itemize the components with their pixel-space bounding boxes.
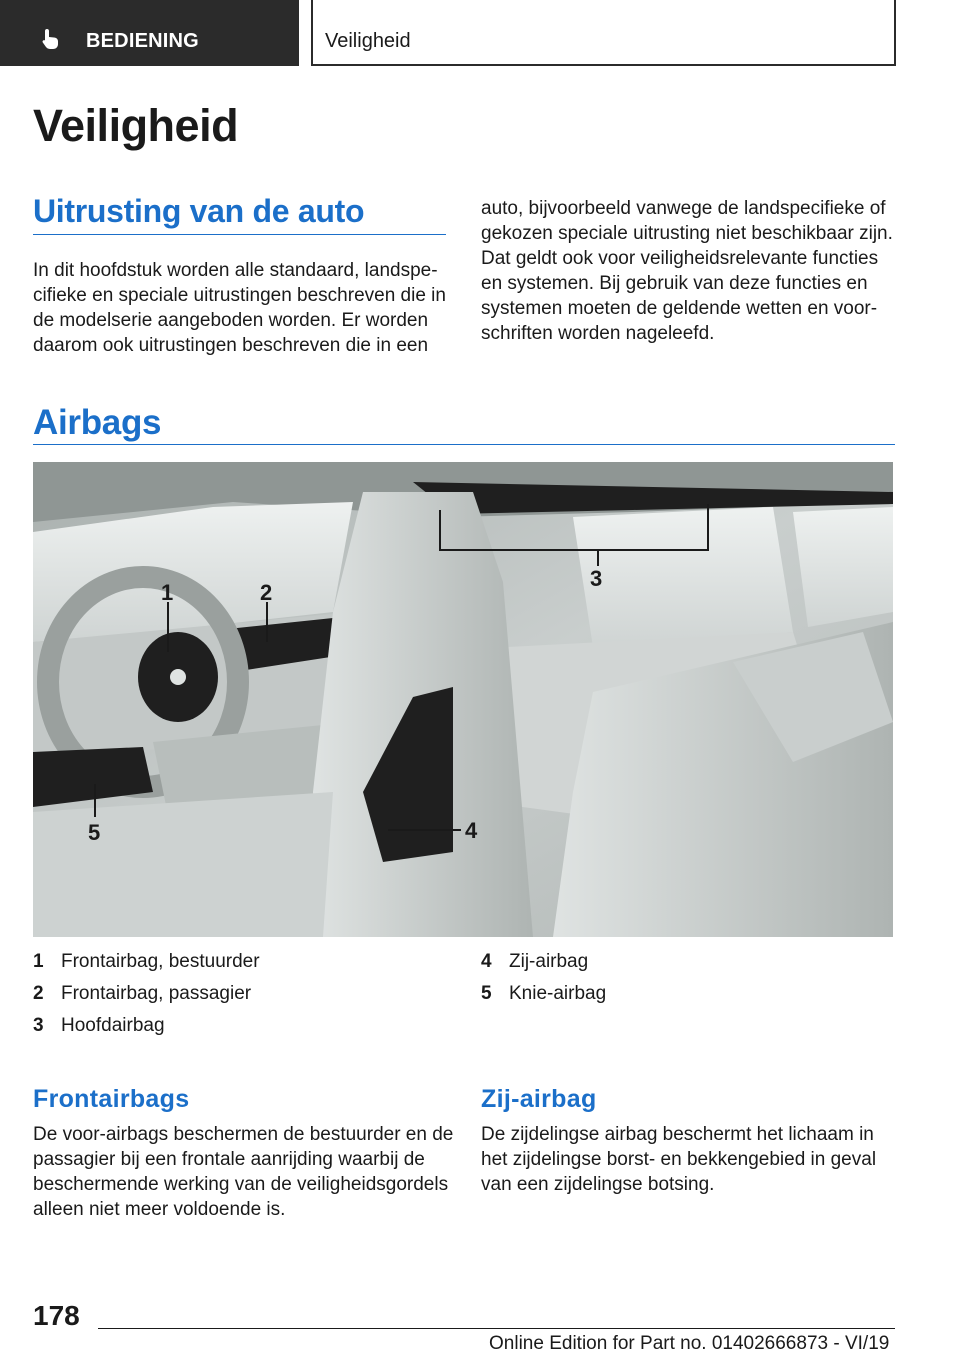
- legend-item: [481, 946, 606, 978]
- callout-4: 4: [465, 818, 478, 843]
- hand-pointer-icon: [40, 28, 62, 50]
- legend-label: Frontairbag, passagier: [61, 983, 252, 1004]
- legend-label: Frontairbag, bestuurder: [61, 951, 260, 972]
- edition-text: Online Edition for Part no. 01402666873 - VI/19: [489, 1333, 890, 1354]
- legend-right: [481, 946, 606, 1010]
- uitrusting-text-right: auto, bijvoorbeeld vanwege de landspecifieke of gekozen speciale uitrusting niet beschikbaar zijn. Dat geldt ook voor veiligheidsrelevante functies en systemen. Bij gebruik van deze functies en systemen moeten de geldende wetten en voorschriften worden nageleefd.: [481, 198, 893, 344]
- legend-number: 4: [481, 951, 492, 972]
- page-title: Veiligheid: [33, 100, 239, 151]
- page-header: [0, 0, 960, 66]
- car-interior-drawing: [33, 462, 893, 937]
- subsection-title-zijairbag: Zij-airbag: [481, 1085, 597, 1113]
- legend-number: 2: [33, 983, 44, 1004]
- chapter-label: Veiligheid: [325, 30, 411, 52]
- callout-1: 1: [161, 580, 174, 605]
- section-title-uitrusting: Uitrusting van de auto: [33, 193, 365, 229]
- legend-item: [481, 978, 606, 1010]
- uitrusting-text-left: In dit hoofdstuk worden alle standaard, landspecifieke en speciale uitrustingen beschreven die in de modelserie aangeboden worden. Er worden daarom ook uitrustingen beschreven die in een: [33, 260, 446, 356]
- page-number: 178: [33, 1300, 80, 1331]
- section-rule: [33, 444, 895, 445]
- section-title-airbags: Airbags: [33, 403, 162, 442]
- legend-number: 5: [481, 983, 492, 1004]
- legend-label: Knie-airbag: [509, 983, 607, 1004]
- callout-5: 5: [88, 820, 101, 845]
- section-label: BEDIENING: [86, 30, 199, 52]
- legend-number: 1: [33, 951, 44, 972]
- legend-label: Hoofdairbag: [61, 1015, 165, 1036]
- footer-rule: [98, 1328, 895, 1329]
- frontairbags-text: De voor-airbags beschermen de bestuurder en de passagier bij een frontale aanrijding waarbij de beschermende werking van de veiligheidsgordels alleen niet meer voldoende is.: [33, 1124, 454, 1220]
- callout-2: 2: [260, 580, 273, 605]
- subsection-title-frontairbags: Frontairbags: [33, 1085, 190, 1113]
- legend-item: [33, 978, 260, 1010]
- zijairbag-text: De zijdelingse airbag beschermt het lichaam in het zijdelingse borst- en bekkengebied in geval van een zijdelingse botsing.: [481, 1124, 877, 1195]
- section-tab: [0, 0, 299, 66]
- legend-label: Zij-airbag: [509, 951, 589, 972]
- chapter-box: [311, 0, 896, 66]
- section-rule: [33, 234, 446, 235]
- legend-item: [33, 1010, 260, 1042]
- legend-left: [33, 946, 260, 1042]
- legend-item: [33, 946, 260, 978]
- legend-number: 3: [33, 1015, 44, 1036]
- airbag-illustration: [33, 462, 893, 937]
- callout-3: 3: [590, 566, 603, 591]
